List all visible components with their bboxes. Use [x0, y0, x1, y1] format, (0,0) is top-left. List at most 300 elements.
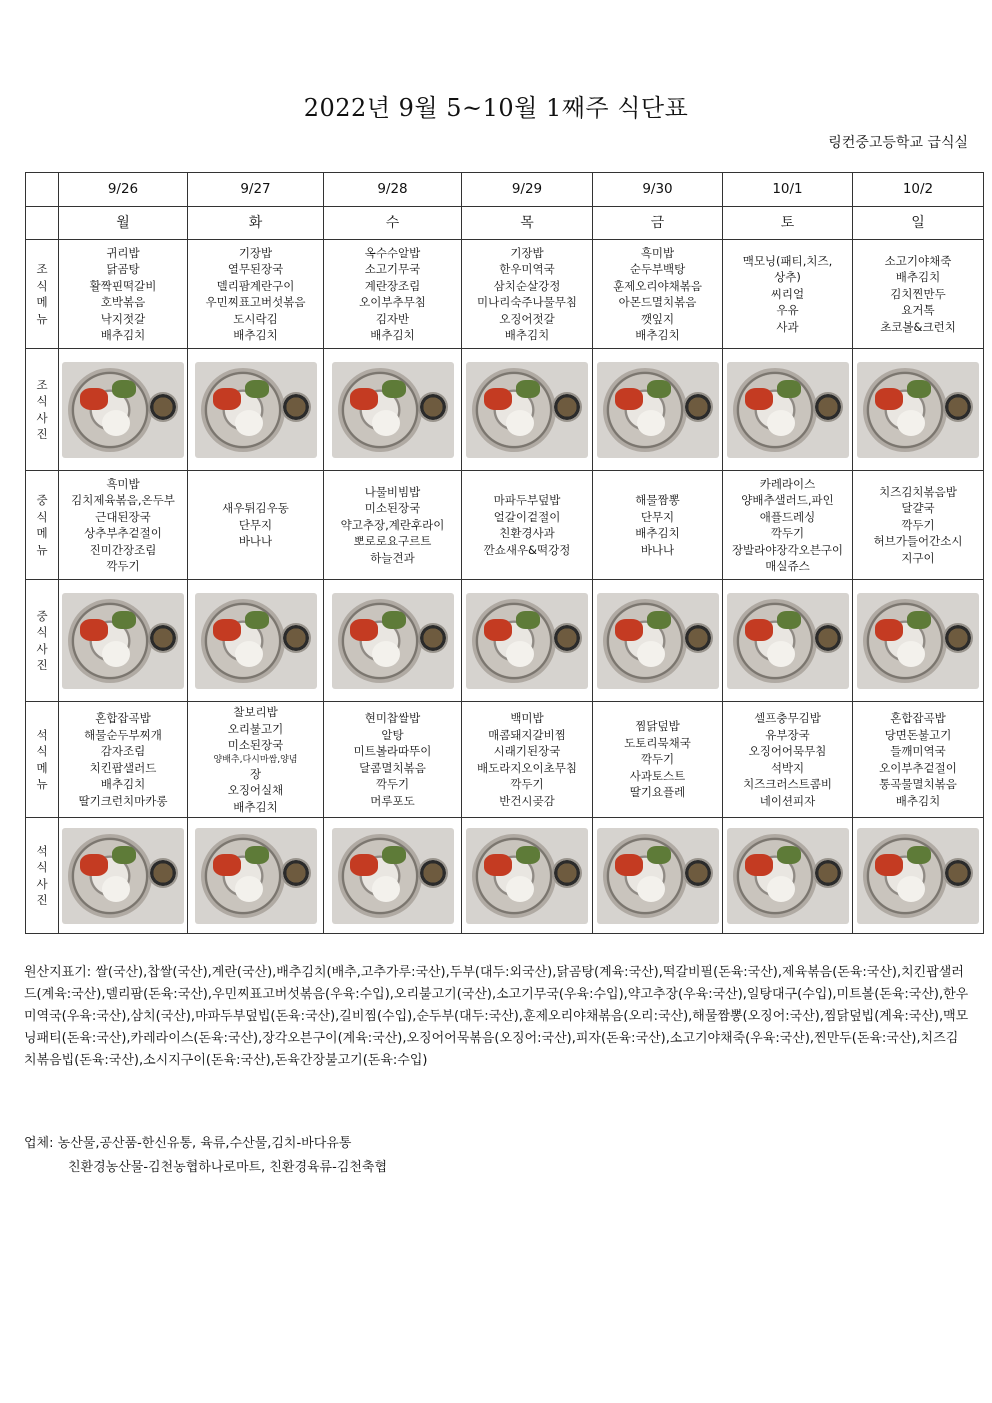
menu-item: 한우미역국 — [499, 262, 555, 276]
soup-bowl-image — [683, 623, 713, 653]
side-dish-image — [615, 619, 643, 641]
breakfast-photo-row — [26, 349, 984, 471]
rice-image — [897, 410, 925, 436]
breakfast-menu-cell — [593, 240, 723, 349]
plate-image — [68, 599, 152, 683]
side-dish-image — [875, 619, 903, 641]
row-label-char: 식 — [36, 860, 48, 874]
row-label-char: 뉴 — [36, 542, 48, 557]
weekday-cell: 목 — [462, 207, 593, 240]
menu-item: 치킨팝샐러드 — [89, 760, 157, 775]
row-label — [26, 240, 59, 349]
breakfast-menu-row — [26, 240, 984, 349]
lunch-menu-cell — [59, 471, 188, 580]
menu-item: 소고기야채죽 — [884, 253, 952, 268]
menu-item: 배추김치 — [895, 270, 941, 285]
meal-photo-cell — [593, 580, 723, 702]
menu-item: 미나리숙주나물무침 — [477, 295, 577, 309]
plate-image — [338, 599, 422, 683]
soup-bowl-image — [943, 623, 973, 653]
menu-item: 단무지 — [640, 509, 675, 524]
menu-item: 김치제육볶음,온두부 — [71, 493, 175, 507]
menu-item: 흑미밥 — [106, 476, 140, 491]
plate-image — [201, 834, 285, 918]
date-cell: 9/28 — [324, 173, 462, 207]
meal-photo-cell — [188, 818, 324, 934]
menu-item: 혼합잡곡밥 — [95, 711, 151, 725]
weekday-row — [26, 207, 984, 240]
row-label-char: 사 — [36, 410, 48, 425]
menu-item: 배추김치 — [504, 328, 550, 342]
meal-photo-cell — [59, 349, 188, 471]
meal-photo — [597, 362, 719, 458]
rice-image — [102, 641, 130, 667]
meal-photo — [62, 362, 184, 458]
origin-text: 쌀(국산),찹쌀(국산),계란(국산),배추김치(배추,고추가루:국산),두부(대두:외국산),닭곰탕(계육:국산),떡갈비필(돈육:국산),제육볶음(돈육:국산),치킨팝샐러드(계육:국산),델리팜(돈육:국산),우민찌표고버섯볶음(우육:수입),오리불고기(국산),소고기무국(우육:수입),약고추장(우육:국산),일탕대구(수입),미트볼(돈육:국산),한우미역국(우육:국산),삼치(국산),마파두부덮빕(돈육:국산),길비찜(수입),순두부(대두:국산),훈제오리야채볶음(오리:국산),해물짬뽕(오징어:국산),찜닭덮빕(계육:국산),맥모닝패티(돈육:국산),카레라이스(돈육:국산),장각오븐구이(계육:국산),오징어어묵볶음(오징어:국산),피자(돈육:국산),소고기야채죽(우육:국산),찐만두(돈육:국산),치즈김치볶음빕(돈육:국산),소시지구이(돈육:국산),돈육간장불고기(돈육:수입) — [24, 965, 969, 1068]
soup-bowl-image — [552, 858, 582, 888]
side-dish-image — [80, 388, 108, 410]
side-dish-image — [516, 380, 540, 398]
vendor-info — [24, 1132, 387, 1180]
plate-image — [603, 599, 687, 683]
side-dish-image — [907, 380, 931, 398]
breakfast-menu-cell — [723, 240, 853, 349]
date-cell: 9/30 — [593, 173, 723, 207]
plate-image — [863, 834, 947, 918]
meal-photo-cell — [723, 818, 853, 934]
rice-image — [637, 641, 665, 667]
rice-image — [372, 876, 400, 902]
menu-item: 오징어실채 — [227, 783, 284, 797]
menu-item: 통곡물멸치볶음 — [879, 777, 957, 791]
lunch-menu-row — [26, 471, 984, 580]
menu-item: 계란장조림 — [364, 278, 421, 293]
meal-photo — [727, 593, 849, 689]
meal-photo — [332, 362, 454, 458]
menu-item: 허브가들어간소시 — [873, 534, 963, 549]
menu-item: 상추부추겉절이 — [84, 526, 162, 540]
date-cell: 10/2 — [853, 173, 984, 207]
plate-image — [338, 368, 422, 452]
menu-item: 달걀국 — [901, 501, 935, 516]
date-cell: 9/26 — [59, 173, 188, 207]
menu-item: 순두부백탕 — [629, 262, 686, 276]
menu-item: 흑미밥 — [640, 245, 675, 260]
row-label-char: 메 — [36, 760, 48, 775]
meal-photo-cell — [723, 349, 853, 471]
dinner-menu-cell — [593, 702, 723, 818]
soup-bowl-image — [148, 623, 178, 653]
plate-image — [338, 834, 422, 918]
menu-item: 새우튀김우동 — [222, 501, 289, 516]
soup-bowl-image — [148, 858, 178, 888]
row-label-char: 뉴 — [36, 777, 48, 791]
plate-image — [733, 834, 817, 918]
menu-item: 김자반 — [375, 311, 410, 326]
dinner-menu-row — [26, 702, 984, 818]
corner-cell — [26, 207, 59, 240]
menu-item: 애플드레싱 — [759, 509, 816, 524]
menu-item: 깍두기 — [106, 559, 140, 573]
side-dish-image — [777, 611, 801, 629]
side-dish-image — [777, 380, 801, 398]
menu-item: 기장밥 — [510, 245, 544, 260]
menu-item: 깍두기 — [510, 777, 544, 791]
row-label-char: 진 — [36, 658, 48, 672]
menu-item: 열무된장국 — [227, 262, 284, 276]
side-dish-image — [112, 380, 136, 398]
soup-bowl-image — [813, 392, 843, 422]
menu-item: 알탕 — [381, 727, 404, 742]
row-label-char: 뉴 — [36, 311, 48, 326]
menu-item: 닭곰탕 — [106, 262, 140, 276]
menu-item: 백미밥 — [510, 711, 544, 725]
menu-item: 오리불고기 — [227, 721, 284, 736]
menu-item: 오이부추겉절이 — [879, 760, 957, 775]
menu-item: 옥수수알밥 — [364, 245, 421, 260]
side-dish-image — [907, 611, 931, 629]
menu-item: 찰보리밥 — [233, 705, 278, 719]
side-dish-image — [213, 619, 241, 641]
row-label-char: 조 — [36, 262, 48, 276]
menu-item: 삼치순살강정 — [493, 278, 561, 293]
dinner-menu-cell — [188, 702, 324, 818]
plate-image — [201, 599, 285, 683]
row-label-char: 진 — [36, 427, 48, 441]
row-label-char: 진 — [36, 893, 48, 907]
menu-item: 하늘견과 — [370, 550, 415, 565]
rice-image — [637, 876, 665, 902]
menu-item: 네이션피자 — [759, 793, 816, 808]
menu-item: 배추김치 — [370, 328, 415, 342]
menu-item: 맥모닝(패티,치즈, — [742, 253, 833, 268]
side-dish-image — [745, 619, 773, 641]
soup-bowl-image — [148, 392, 178, 422]
weekday-cell: 토 — [723, 207, 853, 240]
side-dish-image — [80, 619, 108, 641]
meal-photo — [195, 362, 317, 458]
row-label-char: 석 — [36, 843, 48, 858]
menu-item: 나물비빔밥 — [364, 484, 421, 499]
meal-photo — [332, 593, 454, 689]
meal-plan-table — [25, 172, 984, 934]
rice-image — [506, 876, 534, 902]
plate-image — [472, 599, 556, 683]
meal-photo — [857, 593, 979, 689]
menu-item: 머루포도 — [370, 793, 415, 808]
row-label-char: 식 — [36, 509, 48, 524]
menu-item: 오이부추무침 — [359, 295, 426, 309]
weekday-cell: 월 — [59, 207, 188, 240]
rice-image — [372, 641, 400, 667]
menu-item: 김치찐만두 — [890, 286, 946, 301]
lunch-menu-cell — [188, 471, 324, 580]
side-dish-image — [875, 854, 903, 876]
side-dish-image — [484, 854, 512, 876]
rice-image — [372, 410, 400, 436]
soup-bowl-image — [943, 392, 973, 422]
menu-item: 해물순두부찌개 — [84, 727, 162, 742]
side-dish-image — [484, 388, 512, 410]
meal-photo-cell — [593, 818, 723, 934]
dinner-menu-cell — [59, 702, 188, 818]
meal-photo-cell — [324, 349, 462, 471]
meal-photo — [857, 828, 979, 924]
menu-item: 호박볶음 — [100, 295, 146, 309]
meal-photo-cell — [188, 580, 324, 702]
side-dish-image — [615, 388, 643, 410]
menu-item: 깻잎지 — [640, 311, 675, 326]
plate-image — [68, 368, 152, 452]
lunch-menu-cell — [324, 471, 462, 580]
menu-item: 들깨미역국 — [890, 744, 946, 758]
side-dish-image — [350, 388, 378, 410]
rice-image — [235, 410, 263, 436]
date-cell: 9/29 — [462, 173, 593, 207]
menu-item: 배추김치 — [233, 328, 278, 342]
menu-item: 배추김치 — [635, 526, 680, 540]
menu-item: 뽀로로요구르트 — [353, 534, 432, 549]
menu-item: 우유 — [776, 303, 799, 318]
dinner-menu-cell — [462, 702, 593, 818]
menu-item: 배추김치 — [895, 793, 941, 808]
soup-bowl-image — [418, 623, 448, 653]
menu-item: 치즈김치볶음밥 — [879, 484, 957, 499]
soup-bowl-image — [418, 392, 448, 422]
menu-item: 약고추장,계란후라이 — [340, 517, 445, 532]
side-dish-image — [875, 388, 903, 410]
side-dish-image — [647, 846, 671, 864]
side-dish-image — [213, 388, 241, 410]
row-label — [26, 818, 59, 934]
meal-photo-cell — [853, 349, 984, 471]
menu-item: 매콤돼지갈비찜 — [488, 727, 566, 742]
side-dish-image — [484, 619, 512, 641]
meal-photo — [332, 828, 454, 924]
row-label-char: 조 — [36, 377, 48, 392]
side-dish-image — [516, 611, 540, 629]
origin-label: 원산지표기: — [24, 965, 92, 980]
menu-item: 단무지 — [238, 517, 273, 532]
side-dish-image — [382, 380, 406, 398]
breakfast-menu-cell — [853, 240, 984, 349]
plate-image — [863, 599, 947, 683]
menu-item: 깍두기 — [901, 517, 935, 532]
meal-photo-cell — [462, 349, 593, 471]
menu-item: 우민찌표고버섯볶음 — [205, 295, 306, 309]
menu-item: 마파두부덮밥 — [493, 493, 561, 507]
menu-item: 지구이 — [901, 550, 935, 565]
dinner-menu-cell — [324, 702, 462, 818]
meal-photo — [466, 593, 588, 689]
row-label-char: 식 — [36, 625, 48, 639]
side-dish-image — [745, 388, 773, 410]
menu-item: 미소된장국 — [364, 501, 421, 516]
menu-item: 배도라지오이초무침 — [477, 760, 577, 775]
row-label-char: 메 — [36, 295, 48, 309]
soup-bowl-image — [552, 623, 582, 653]
side-dish-image — [382, 846, 406, 864]
school-name: 링컨중고등학교 급식실 — [828, 135, 968, 151]
menu-item: 당면돈불고기 — [884, 727, 952, 742]
menu-item: 상추) — [774, 270, 801, 285]
dinner-menu-cell — [853, 702, 984, 818]
weekday-cell: 화 — [188, 207, 324, 240]
side-dish-image — [382, 611, 406, 629]
row-label-char: 석 — [36, 727, 48, 742]
menu-item: 셀프충무김밥 — [754, 711, 821, 725]
menu-item: 얼갈이겉절이 — [493, 509, 561, 524]
menu-item: 매실쥬스 — [765, 559, 810, 573]
soup-bowl-image — [683, 392, 713, 422]
menu-item: 친환경사과 — [499, 526, 555, 540]
menu-item: 오징어어묵무침 — [748, 744, 827, 758]
side-dish-image — [516, 846, 540, 864]
menu-item: 귀리밥 — [106, 245, 140, 260]
menu-item: 요거톡 — [901, 303, 935, 318]
side-dish-image — [112, 846, 136, 864]
side-dish-image — [350, 854, 378, 876]
menu-item: 도시락김 — [233, 311, 278, 326]
soup-bowl-image — [281, 858, 311, 888]
meal-photo — [62, 828, 184, 924]
soup-bowl-image — [683, 858, 713, 888]
page-title: 2022년 9월 5~10월 1째주 식단표 — [303, 94, 689, 122]
weekday-cell: 일 — [853, 207, 984, 240]
vendor-line-1: 농산물,공산품-한신유통, 육류,수산물,김치-바다유통 — [57, 1136, 352, 1151]
rice-image — [506, 641, 534, 667]
meal-photo-cell — [462, 818, 593, 934]
soup-bowl-image — [943, 858, 973, 888]
menu-item: 도토리묵채국 — [624, 735, 691, 750]
menu-item: 훈제오리야채볶음 — [613, 278, 702, 293]
plate-image — [863, 368, 947, 452]
rice-image — [102, 876, 130, 902]
menu-item: 배추김치 — [233, 799, 278, 814]
menu-item: 찜닭덮밥 — [635, 719, 680, 734]
menu-item: 장발라야장각오븐구이 — [731, 542, 844, 557]
side-dish-image — [112, 611, 136, 629]
rice-image — [506, 410, 534, 436]
rice-image — [637, 410, 665, 436]
plate-image — [733, 368, 817, 452]
menu-item: 사과 — [776, 319, 799, 334]
side-dish-image — [777, 846, 801, 864]
menu-item: 양배추샐러드,파인 — [741, 493, 834, 507]
lunch-menu-cell — [593, 471, 723, 580]
soup-bowl-image — [418, 858, 448, 888]
side-dish-image — [647, 611, 671, 629]
side-dish-image — [907, 846, 931, 864]
row-label-char: 식 — [36, 394, 48, 408]
menu-item: 미소된장국 — [227, 738, 284, 752]
menu-item: 근대된장국 — [95, 509, 151, 524]
menu-item: 미트볼라따뚜이 — [353, 744, 432, 758]
rice-image — [102, 410, 130, 436]
vendor-label: 업체: — [24, 1136, 54, 1151]
plate-image — [201, 368, 285, 452]
meal-photo — [62, 593, 184, 689]
breakfast-menu-cell — [324, 240, 462, 349]
menu-item: 바나나 — [640, 542, 675, 557]
soup-bowl-image — [813, 858, 843, 888]
row-label-char: 사 — [36, 876, 48, 891]
rice-image — [767, 876, 795, 902]
weekday-cell: 수 — [324, 207, 462, 240]
meal-photo — [597, 828, 719, 924]
dinner-menu-cell — [723, 702, 853, 818]
menu-item: 낙지젓갈 — [100, 311, 146, 326]
plate-image — [603, 834, 687, 918]
side-dish-image — [80, 854, 108, 876]
meal-photo-cell — [853, 580, 984, 702]
breakfast-menu-cell — [188, 240, 324, 349]
soup-bowl-image — [813, 623, 843, 653]
lunch-photo-row — [26, 580, 984, 702]
meal-photo — [597, 593, 719, 689]
menu-item: 깍두기 — [375, 777, 410, 791]
menu-item: 딸기요플레 — [629, 785, 686, 800]
meal-photo-cell — [462, 580, 593, 702]
date-cell: 9/27 — [188, 173, 324, 207]
row-label-char: 메 — [36, 526, 48, 540]
menu-item: 달콤멸치볶음 — [359, 760, 426, 775]
row-label-char: 식 — [36, 744, 48, 758]
plate-image — [68, 834, 152, 918]
side-dish-image — [647, 380, 671, 398]
date-cell: 10/1 — [723, 173, 853, 207]
menu-item: 델리팜계란구이 — [216, 278, 295, 293]
menu-item: 초코볼&크런치 — [880, 319, 956, 334]
row-label — [26, 580, 59, 702]
side-dish-image — [245, 380, 269, 398]
rice-image — [235, 641, 263, 667]
menu-item: 카레라이스 — [759, 476, 816, 491]
menu-item: 반건시곶감 — [499, 793, 555, 808]
row-label-char: 식 — [36, 278, 48, 293]
meal-photo-cell — [723, 580, 853, 702]
menu-item: 기장밥 — [238, 245, 273, 260]
menu-item: 깐쇼새우&떡강정 — [483, 542, 571, 557]
weekday-cell: 금 — [593, 207, 723, 240]
row-label-char: 중 — [36, 493, 48, 507]
side-dish-image — [213, 854, 241, 876]
menu-item: 씨리얼 — [770, 286, 805, 301]
side-dish-image — [245, 846, 269, 864]
rice-image — [235, 876, 263, 902]
menu-item: 소고기무국 — [364, 262, 421, 276]
soup-bowl-image — [281, 392, 311, 422]
menu-item: 유부장국 — [765, 727, 810, 742]
menu-item: 배추김치 — [100, 328, 146, 342]
menu-item: 깍두기 — [770, 526, 805, 540]
meal-photo-cell — [188, 349, 324, 471]
meal-photo — [727, 828, 849, 924]
plate-image — [603, 368, 687, 452]
plate-image — [472, 834, 556, 918]
menu-item: 활짝핀떡갈비 — [89, 278, 157, 293]
menu-item: 사과토스트 — [629, 768, 686, 783]
breakfast-menu-cell — [59, 240, 188, 349]
menu-item: 석박지 — [770, 760, 805, 775]
meal-photo-cell — [59, 818, 188, 934]
side-dish-image — [245, 611, 269, 629]
lunch-menu-cell — [723, 471, 853, 580]
meal-photo — [857, 362, 979, 458]
rice-image — [897, 641, 925, 667]
row-label — [26, 702, 59, 818]
meal-photo — [727, 362, 849, 458]
